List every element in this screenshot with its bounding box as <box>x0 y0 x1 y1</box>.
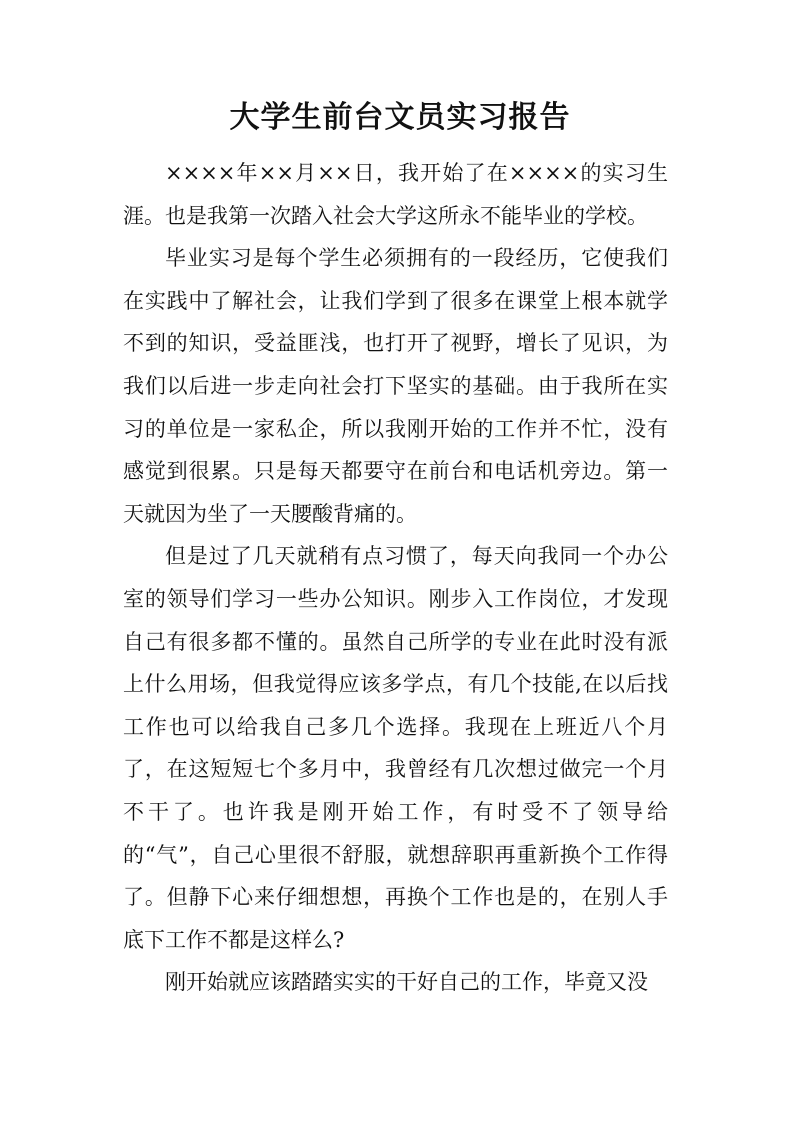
paragraph: ××××年××月××日，我开始了在××××的实习生涯。也是我第一次踏入社会大学这所永不能毕业的学校。 <box>123 161 668 228</box>
paragraph: 毕业实习是每个学生必须拥有的一段经历，它使我们在实践中了解社会，让我们学到了很多在课堂上根本就学不到的知识，受益匪浅，也打开了视野，增长了见识，为我们以后进一步走向社会打下坚实的基础。由于我所在实习的单位是一家私企，所以我刚开始的工作并不忙，没有感觉到很累。只是每天都要守在前台和电话机旁边。第一天就因为坐了一天腰酸背痛的。 <box>123 246 668 526</box>
document-title: 大学生前台文员实习报告 <box>229 100 571 135</box>
document-body <box>123 152 668 1004</box>
paragraph: 刚开始就应该踏踏实实的干好自己的工作，毕竟又没 <box>165 970 648 995</box>
paragraph: 但是过了几天就稍有点习惯了，每天向我同一个办公室的领导们学习一些办公知识。刚步入工作岗位，才发现自己有很多都不懂的。虽然自己所学的专业在此时没有派上什么用场，但我觉得应该多学点，有几个技能,在以后找工作也可以给我自己多几个选择。我现在上班近八个月了，在这短短七个多月中，我曾经有几次想过做完一个月不干了。也许我是刚开始工作，有时受不了领导给的“气”，自己心里很不舒服，就想辞职再重新换个工作得了。但静下心来仔细想想，再换个工作也是的，在别人手底下工作不都是这样么? <box>123 544 668 952</box>
